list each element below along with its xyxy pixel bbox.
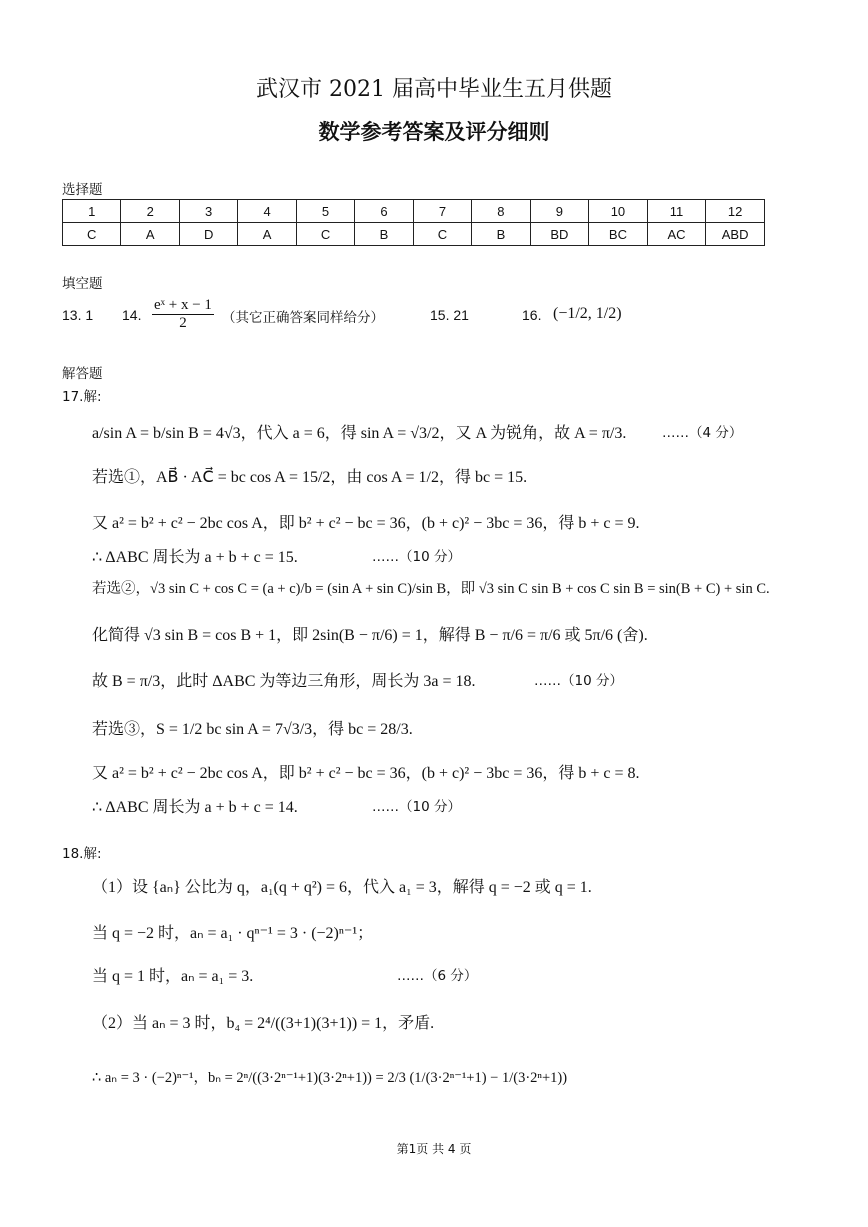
fill-label-14: 14. — [122, 307, 142, 323]
q17-line-5: 若选②，√3 sin C + cos C = (a + c)/b = (sin A + sin C)/sin B，即 √3 sin C sin B + cos C sin B = sin(B + C) + sin C. — [92, 581, 770, 597]
question-number-cell: 6 — [355, 200, 413, 223]
q17-line-1: a/sin A = b/sin B = 4√3，代入 a = 6，得 sin A = √3/2，又 A 为锐角，故 A = π/3. — [92, 425, 627, 442]
question-number-cell: 5 — [296, 200, 354, 223]
question-number-cell: 9 — [530, 200, 589, 223]
fraction-numerator: eˣ + x − 1 — [154, 297, 212, 313]
q17-line-2: 若选①，AB⃗ · AC⃗ = bc cos A = 15/2，由 cos A = 1/2，得 bc = 15. — [92, 469, 528, 486]
q18-score-1: ……（6 分） — [397, 968, 478, 984]
question-number-cell: 10 — [589, 200, 648, 223]
page-title: 武汉市 2021 届高中毕业生五月供题 — [256, 77, 612, 102]
answer-cell: B — [472, 223, 530, 246]
table-row-numbers — [63, 200, 765, 223]
answer-cell: B — [355, 223, 413, 246]
question-number-cell: 7 — [413, 200, 471, 223]
q17-line-4: ∴ ΔABC 周长为 a + b + c = 15. — [92, 549, 298, 566]
q18-line-4: （2）当 aₙ = 3 时，b₄ = 2⁴/((3+1)(3+1)) = 1，矛盾. — [92, 1015, 435, 1032]
table-row-answers — [63, 223, 765, 246]
page-footer: 第1页 共 4 页 — [396, 1142, 472, 1156]
q17-score-1: ……（4 分） — [662, 425, 743, 441]
choice-heading: 选择题 — [62, 182, 103, 198]
q17-score-3: ……（10 分） — [534, 673, 623, 689]
answer-cell: C — [413, 223, 471, 246]
choice-answer-table — [62, 199, 765, 246]
fill-heading: 填空题 — [62, 276, 103, 292]
answer-cell: C — [63, 223, 121, 246]
answer-cell: AC — [647, 223, 706, 246]
answer-cell: A — [121, 223, 179, 246]
fill-label-16: 16. — [522, 307, 542, 323]
fill-answer-13: 13. 1 — [62, 307, 94, 323]
q17-label: 17.解: — [62, 389, 102, 405]
question-number-cell: 2 — [121, 200, 179, 223]
q18-label: 18.解: — [62, 846, 102, 862]
q18-line-5: ∴ aₙ = 3 · (−2)ⁿ⁻¹，bₙ = 2ⁿ/((3·2ⁿ⁻¹+1)(3·2ⁿ+1)) = 2/3 (1/(3·2ⁿ⁻¹+1) − 1/(3·2ⁿ+1)) — [92, 1070, 568, 1086]
q17-line-10: ∴ ΔABC 周长为 a + b + c = 14. — [92, 799, 298, 816]
q17-line-8: 若选③，S = 1/2 bc sin A = 7√3/3，得 bc = 28/3. — [92, 721, 413, 738]
solve-heading: 解答题 — [62, 366, 103, 382]
fill-note-14: （其它正确答案同样给分） — [222, 310, 384, 326]
question-number-cell: 3 — [179, 200, 237, 223]
q17-line-6: 化简得 √3 sin B = cos B + 1，即 2sin(B − π/6) = 1，解得 B − π/6 = π/6 或 5π/6 (舍). — [92, 627, 648, 644]
q18-line-1: （1）设 {aₙ} 公比为 q，a₁(q + q²) = 6，代入 a₁ = 3，解得 q = −2 或 q = 1. — [92, 879, 592, 896]
q18-line-3: 当 q = 1 时，aₙ = a₁ = 3. — [92, 968, 254, 985]
question-number-cell: 8 — [472, 200, 530, 223]
answer-cell: D — [179, 223, 237, 246]
question-number-cell: 1 — [63, 200, 121, 223]
q18-line-2: 当 q = −2 时，aₙ = a₁ · qⁿ⁻¹ = 3 · (−2)ⁿ⁻¹； — [92, 925, 374, 942]
q17-line-9: 又 a² = b² + c² − 2bc cos A，即 b² + c² − bc = 36，(b + c)² − 3bc = 36，得 b + c = 8. — [92, 765, 640, 782]
page-subtitle: 数学参考答案及评分细则 — [318, 119, 550, 144]
answer-cell: C — [296, 223, 354, 246]
answer-cell: ABD — [706, 223, 765, 246]
fraction-denominator: 2 — [179, 315, 187, 331]
answer-cell: BD — [530, 223, 589, 246]
answer-cell: A — [238, 223, 296, 246]
question-number-cell: 4 — [238, 200, 296, 223]
question-number-cell: 12 — [706, 200, 765, 223]
q17-line-7: 故 B = π/3，此时 ΔABC 为等边三角形，周长为 3a = 18. — [92, 673, 476, 690]
q17-score-4: ……（10 分） — [372, 799, 461, 815]
q17-score-2: ……（10 分） — [372, 549, 461, 565]
question-number-cell: 11 — [647, 200, 706, 223]
fill-answer-16: (−1/2, 1/2) — [553, 305, 622, 322]
fill-answer-14 — [150, 297, 216, 332]
q17-line-3: 又 a² = b² + c² − 2bc cos A，即 b² + c² − bc = 36，(b + c)² − 3bc = 36，得 b + c = 9. — [92, 515, 640, 532]
fill-answer-15: 15. 21 — [430, 307, 469, 323]
answer-cell: BC — [589, 223, 648, 246]
